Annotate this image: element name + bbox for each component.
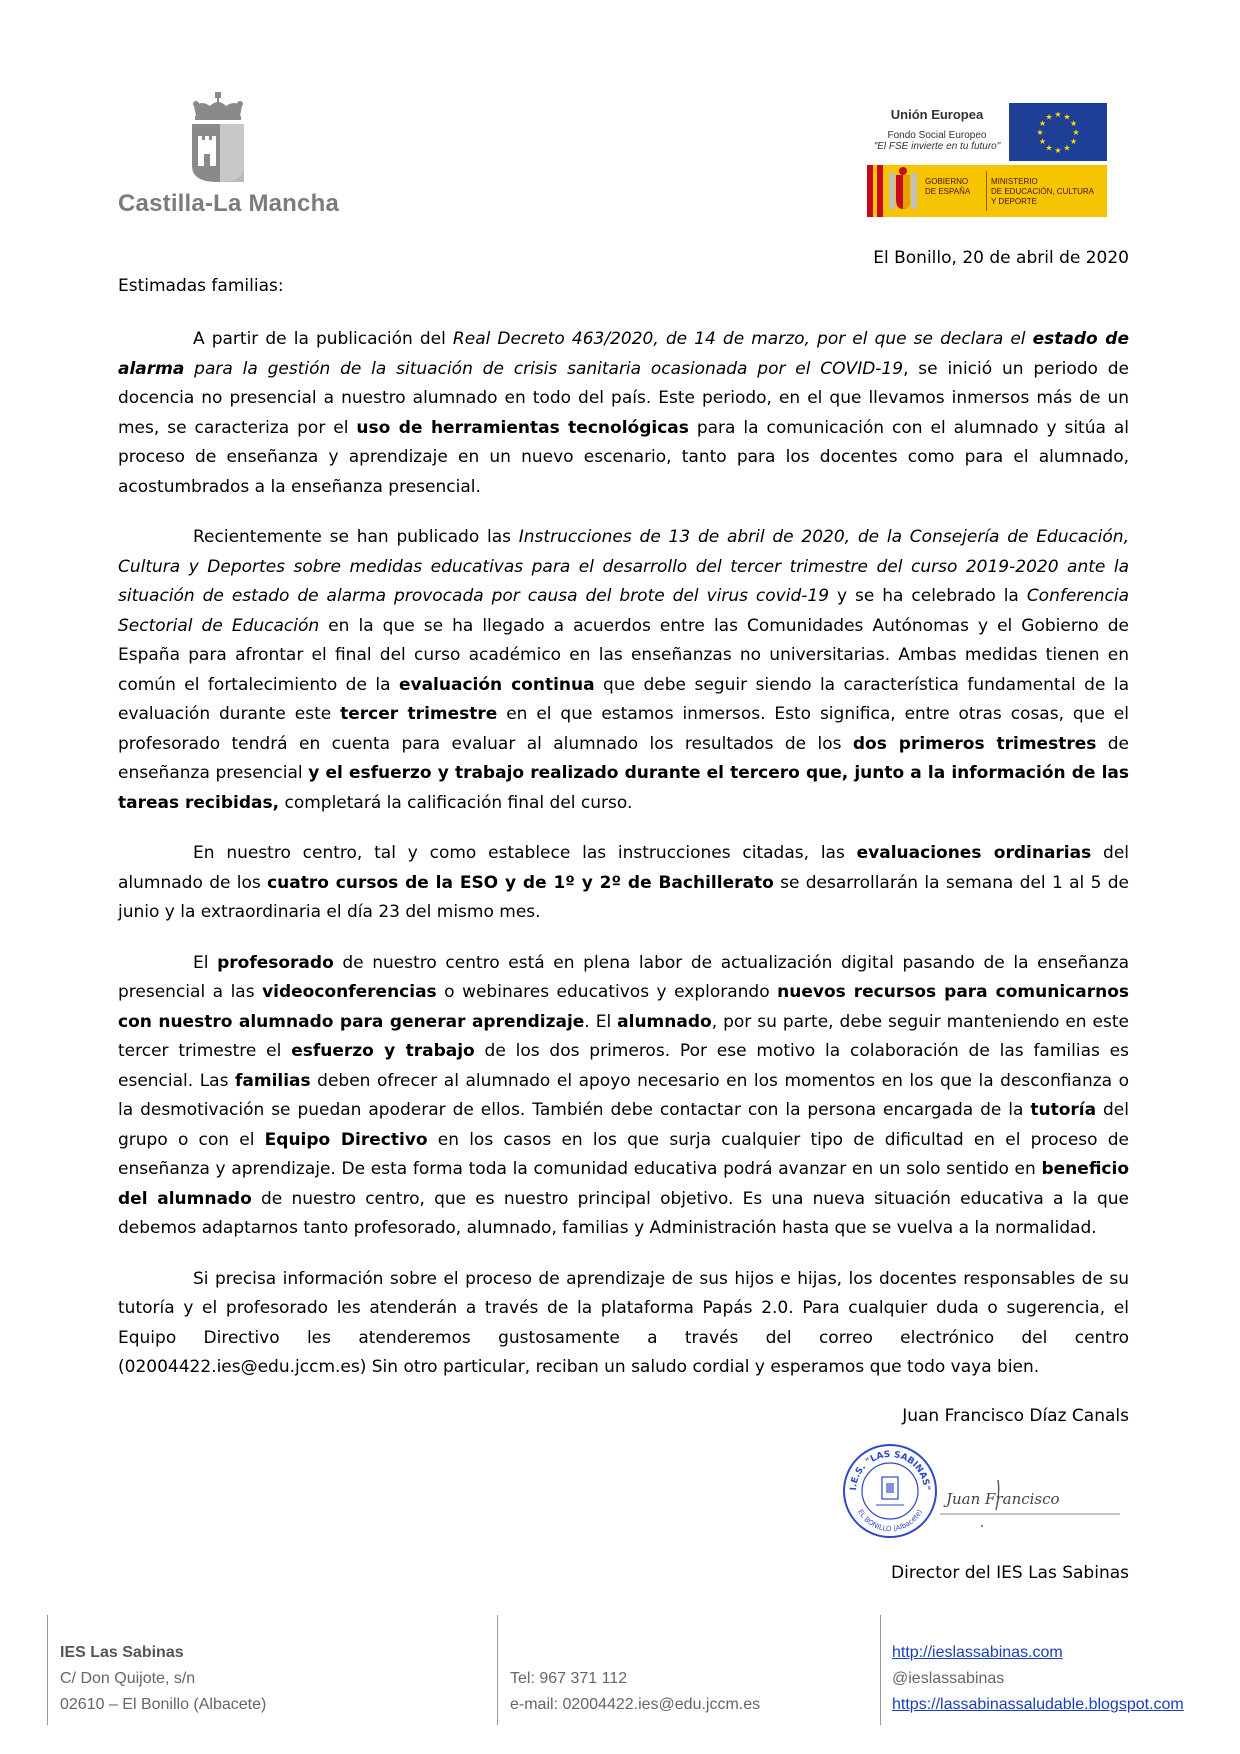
eu-star-icon: ★ <box>1070 137 1078 146</box>
footer-social: @ieslassabinas <box>892 1670 1005 1687</box>
text-run: . El <box>584 1011 618 1032</box>
bold-run: profesorado <box>217 952 334 973</box>
eu-star-icon: ★ <box>1063 112 1071 122</box>
text-run: del alumnado de los <box>118 843 1129 893</box>
text-run: para la comunicación con el alumnado y sitúa al proceso de enseñanza y aprendizaje en un nuevo escenario, tanto para los docentes como para el alumnado, acostumbrados a la enseñanza presencial. <box>118 417 1129 497</box>
eu-star-icon: ★ <box>1038 119 1046 128</box>
eu-star-icon: ★ <box>1045 112 1053 122</box>
text-run: de nuestro centro está en plena labor de actualización digital pasando de la enseñanza presencial a las <box>118 952 1129 1002</box>
signer-title: Director del IES Las Sabinas <box>891 1563 1129 1583</box>
gobierno-text <box>925 177 970 197</box>
footer-tel: Tel: 967 371 112 <box>510 1670 628 1687</box>
ministry-text <box>991 177 1094 207</box>
paragraph-3 <box>118 839 1129 928</box>
ministry-line-2: DE EDUCACIÓN, CULTURA <box>991 187 1094 196</box>
text-run: Recientemente se han publicado las <box>193 527 519 547</box>
text-run: A partir de la publicación del <box>193 329 453 349</box>
text-run: El <box>193 952 218 973</box>
text-run: del grupo o con el <box>118 1100 1129 1150</box>
text-run: y se ha celebrado la <box>829 586 1027 606</box>
bold-run: Equipo Directivo <box>264 1129 428 1150</box>
stamp-bottom-text: EL BONILLO (Albacete) <box>855 1508 924 1534</box>
footer-divider <box>47 1615 48 1725</box>
text-run: de nuestro centro, que es nuestro principal objetivo. Es una nueva situación educativa a la que debemos adaptarnos tanto profesorado, alumnado, familias y Administración hasta que se vuelva a la normalidad. <box>118 1188 1130 1238</box>
italic-run: Instrucciones de 13 de abril de 2020, de la Consejería de Educación, Cultura y Deportes sobre medidas educativas para el desarrollo del tercer trimestre del curso 2019-2020 ante la situación de estado de alarma provocada por causa del brote del virus covid-19 <box>118 527 1129 606</box>
footer-city: 02610 – El Bonillo (Albacete) <box>60 1696 267 1713</box>
eu-star-icon: ★ <box>1070 119 1078 128</box>
band-divider <box>986 171 987 211</box>
signer-name: Juan Francisco Díaz Canals <box>902 1406 1129 1426</box>
text-run: de enseñanza presencial <box>118 733 1130 783</box>
castilla-la-mancha-logo <box>118 92 339 218</box>
eu-star-icon: ★ <box>1045 143 1053 153</box>
italic-run: para la gestión de la situación de crisis sanitaria ocasionada por el COVID-19 <box>184 358 904 379</box>
text-run: , por su parte, debe seguir manteniendo en este tercer trimestre el <box>118 1011 1129 1061</box>
bold-run: dos primeros trimestres <box>852 733 1097 754</box>
text-run: se desarrollarán la semana del 1 al 5 de junio y la extraordinaria el día 23 del mismo mes. <box>118 872 1129 922</box>
ministry-line-1: MINISTERIO <box>991 177 1038 186</box>
eu-star-icon: ★ <box>1036 128 1044 137</box>
signature-text: Juan Francisco <box>946 1490 1060 1508</box>
bold-run: tutoría <box>1030 1100 1097 1120</box>
bold-run: tercer trimestre <box>340 704 498 724</box>
text-run: de los dos primeros. Por ese motivo la colaboración de las familias es esencial. Las <box>118 1041 1129 1091</box>
bold-italic-run: estado de alarma <box>118 329 1129 379</box>
footer-school-name: IES Las Sabinas <box>60 1644 184 1661</box>
salutation: Estimadas familias: <box>118 276 284 296</box>
eu-star-icon: ★ <box>1054 110 1062 119</box>
footer-divider <box>880 1615 881 1725</box>
text-run: completará la calificación final del curso. <box>279 792 633 813</box>
paragraph-5: Si precisa información sobre el proceso de aprendizaje de sus hijos e hijas, los docentes responsables de su tutoría y el profesorado les atenderán a través de la plataforma Papás 2.0. Para cualquier duda o sugerencia, el Equipo Directivo les atenderemos gustosamente a través del correo electrónico del centro (02004422.ies@edu.jccm.es) Sin otro particular, reciban un saludo cordial y esperamos que todo vaya bien. <box>118 1268 1129 1377</box>
text-run: , se inició un periodo de docencia no presencial a nuestro alumnado en todo del país. Este periodo, en el que llevamos inmersos más de un mes, se caracteriza por el <box>118 358 1129 438</box>
bold-run: cuatro cursos de la ESO y de 1º y 2º de Bachillerato <box>267 872 774 893</box>
bold-run: alumnado <box>617 1011 712 1032</box>
text-run: que debe seguir siendo la característica fundamental de la evaluación durante este <box>118 674 1129 724</box>
eu-star-icon: ★ <box>1038 137 1046 146</box>
bold-run: y el esfuerzo y trabajo realizado durante el tercero que, junto a la información de las tareas recibidas, <box>118 763 1129 813</box>
eu-text-block <box>867 103 1007 163</box>
ministry-line-3: Y DEPORTE <box>991 197 1037 206</box>
bold-run: evaluación continua <box>398 674 595 695</box>
bold-run: nuevos recursos para comunicarnos con nuestro alumnado para generar aprendizaje <box>118 982 1129 1032</box>
footer-contact <box>510 1666 760 1718</box>
italic-run: Real Decreto 463/2020, de 14 de marzo, por el que se declara el <box>452 329 1033 349</box>
stamp-ring-text: I.E.S. "LAS SABINAS" <box>848 1449 932 1491</box>
website-link[interactable]: http://ieslassabinas.com <box>892 1644 1063 1661</box>
footer-email: e-mail: 02004422.ies@edu.jccm.es <box>510 1696 761 1713</box>
text-run: deben ofrecer al alumnado el apoyo necesario en los momentos en los que la desconfianza o la desmotivación se puedan apoderar de ellos. También debe contactar con la persona encargada de la <box>118 1070 1129 1120</box>
clm-logo-text: Castilla-La Mancha <box>118 190 339 217</box>
signature-icon <box>940 1470 1120 1530</box>
castle-crest-icon <box>188 92 248 184</box>
gov-line-1: GOBIERNO <box>925 177 969 186</box>
blog-link[interactable]: https://lassabinassaludable.blogspot.com <box>892 1696 1184 1713</box>
text-run: en el que estamos inmersos. Esto significa, entre otras cosas, que el profesorado tendrá en cuenta para evaluar al alumnado los resultados de los <box>118 704 1129 754</box>
eu-flag-icon <box>1009 103 1107 161</box>
eu-star-icon: ★ <box>1072 128 1080 137</box>
letter-body <box>118 325 1129 1404</box>
italic-run: Conferencia Sectorial de Educación <box>118 586 1130 636</box>
eu-title: Unión Europea <box>890 107 984 122</box>
footer-street: C/ Don Quijote, s/n <box>60 1670 196 1687</box>
bold-run: familias <box>234 1070 311 1091</box>
letter-date: El Bonillo, 20 de abril de 2020 <box>873 248 1129 268</box>
spain-coat-of-arms-icon <box>867 165 923 217</box>
spain-government-band <box>867 165 1107 217</box>
eu-star-icon: ★ <box>1063 143 1071 153</box>
eu-star-icon: ★ <box>1054 146 1062 155</box>
gov-line-2: DE ESPAÑA <box>925 187 971 196</box>
eu-fund: Fondo Social Europeo <box>887 130 987 141</box>
bold-run: esfuerzo y trabajo <box>291 1041 475 1061</box>
bold-run: videoconferencias <box>262 982 437 1002</box>
footer-divider <box>497 1615 498 1725</box>
text-run: En nuestro centro, tal y como establece las instrucciones citadas, las <box>193 843 857 863</box>
paragraph-4 <box>118 949 1129 1244</box>
bold-run: uso de herramientas tecnológicas <box>356 417 689 438</box>
school-stamp-icon <box>842 1443 938 1539</box>
text-run: en la que se ha llegado a acuerdos entre las Comunidades Autónomas y el Gobierno de España para afrontar el final del curso académico en las enseñanzas no universitarias. Ambas medidas tienen en común el fortalecimiento de la <box>118 615 1129 695</box>
eu-motto: "El FSE invierte en tu futuro" <box>873 141 1001 152</box>
footer-web <box>892 1640 1184 1718</box>
text-run: o webinares educativos y explorando <box>436 982 778 1002</box>
footer-address <box>60 1640 266 1718</box>
text-run: en los casos en los que surja cualquier tipo de dificultad en el proceso de enseñanza y aprendizaje. De esta forma toda la comunidad educativa podrá avanzar en un solo sentido en <box>118 1129 1129 1179</box>
bold-run: beneficio del alumnado <box>118 1159 1129 1209</box>
paragraph-2 <box>118 523 1129 818</box>
paragraph-1 <box>118 325 1129 502</box>
bold-run: evaluaciones ordinarias <box>856 843 1092 863</box>
eu-fse-logo <box>867 103 1107 217</box>
